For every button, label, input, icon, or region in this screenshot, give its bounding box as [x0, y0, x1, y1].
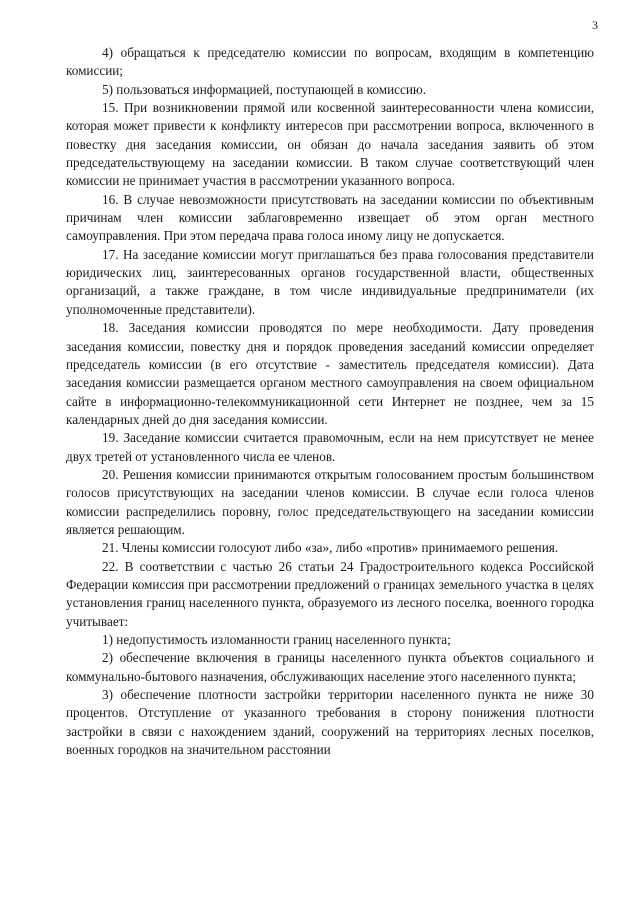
paragraph-22-item-1: 1) недопустимость изломанности границ населенного пункта; — [102, 632, 451, 647]
page-number: 3 — [592, 18, 598, 32]
paragraph-15: 15. При возникновении прямой или косвенной заинтересованности члена комиссии, которая может привести к конфликту интересов при рассмотрении вопроса, включенного в повестку дня заседания комиссии, он обязан до начала заседания заявить об этом председательствующему на заседании комиссии. В таком случае соответствующий член комиссии не принимает участия в рассмотрении указанного вопроса. — [66, 100, 594, 189]
paragraph-22: 22. В соответствии с частью 26 статьи 24 Градостроительного кодекса Российской Федерации комиссия при рассмотрении предложений о границах земельного участка в целях установления границ населенного пункта, образуемого из лесного поселка, военного городка учитывает: — [66, 558, 594, 629]
paragraph-20: 20. Решения комиссии принимаются открытым голосованием простым большинством голосов присутствующих на заседании членов комиссии. В случае если голоса членов комиссии распределились поровну, голос председательствующего на заседании комиссии является решающим. — [66, 466, 594, 537]
paragraph-22-item-3: 3) обеспечение плотности застройки территории населенного пункта не ниже 30 процентов. Отступление от указанного требования в сторону понижения плотности застройки в связи с нахождением зданий, сооружений на территориях лесных поселков, военных городков на значительном расстоянии — [66, 687, 594, 758]
paragraph-22-item-2: 2) обеспечение включения в границы населенного пункта объектов социального и коммунально-бытового назначения, обслуживающих население этого населенного пункта; — [66, 650, 594, 684]
paragraph-item-5: 5) пользоваться информацией, поступающей в комиссию. — [102, 81, 427, 97]
paragraph-21: 21. Члены комиссии голосуют либо «за», либо «против» принимаемого решения. — [102, 540, 559, 556]
paragraph-19: 19. Заседание комиссии считается правомочным, если на нем присутствует не менее двух третей от установленного числа ее членов. — [66, 430, 594, 464]
paragraph-18: 18. Заседания комиссии проводятся по мере необходимости. Дату проведения заседания комиссии, повестку дня и порядок проведения заседаний комиссии определяет председатель комиссии (в его отсутствие - заместитель председателя комиссии). Дата заседания комиссии размещается органом местного самоуправления на своем официальном сайте в информационно-телекоммуникационной сети Интернет не позднее, чем за 15 календарных дней до дня заседания комиссии. — [66, 320, 594, 427]
document-body — [66, 44, 594, 759]
paragraph-17: 17. На заседание комиссии могут приглашаться без права голосования представители юридических лиц, заинтересованных органов государственной власти, общественных организаций, а также граждане, в том числе индивидуальные предприниматели (их уполномоченные представители). — [66, 246, 594, 317]
paragraph-item-4: 4) обращаться к председателю комиссии по вопросам, входящим в компетенцию комиссии; — [66, 45, 594, 79]
paragraph-16: 16. В случае невозможности присутствовать на заседании комиссии по объективным причинам член комиссии заблаговременно извещает об этом орган местного самоуправления. При этом передача права голоса иному лицу не допускается. — [66, 191, 594, 244]
